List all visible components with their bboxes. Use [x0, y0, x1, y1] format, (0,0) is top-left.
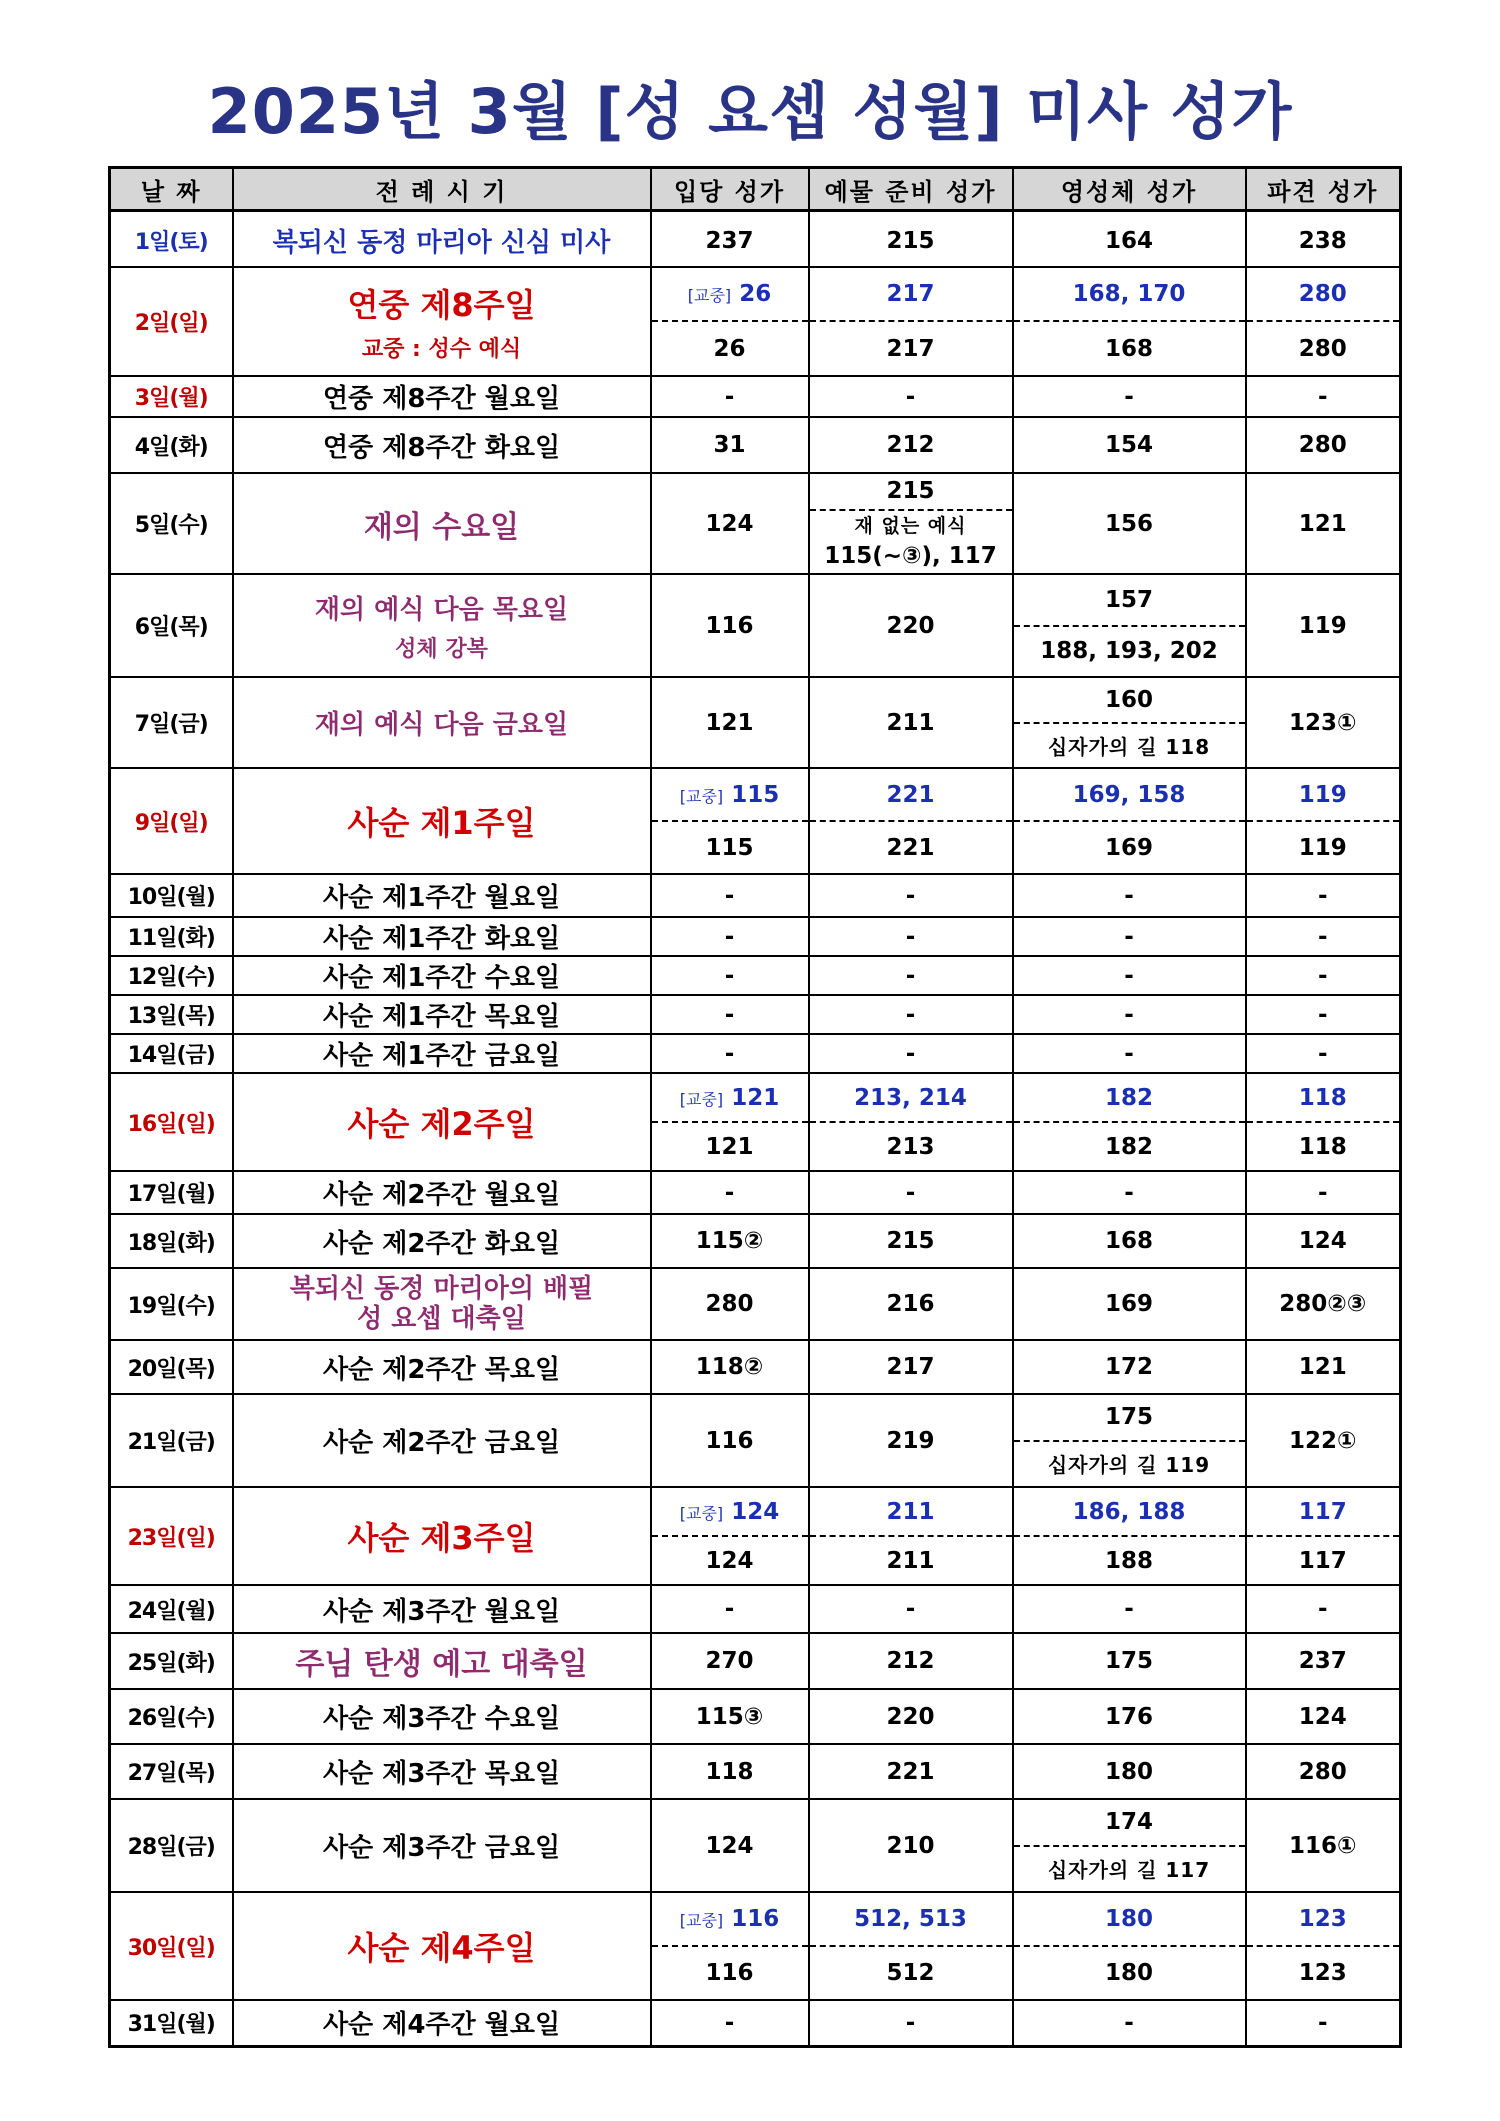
entrance-cell: 118② — [651, 1340, 809, 1394]
table-row — [110, 417, 1401, 473]
liturgy-cell: 사순 제4주간 월요일 — [233, 2000, 651, 2046]
offertory-cell: 211 — [809, 1536, 1013, 1585]
sending-cell: 117 — [1246, 1536, 1401, 1585]
communion-cell: - — [1013, 2000, 1246, 2046]
entrance-cell: 118 — [651, 1744, 809, 1799]
date-cell: 23일(일) — [110, 1487, 233, 1585]
table-row — [110, 1073, 1401, 1122]
sending-cell: 124 — [1246, 1214, 1401, 1268]
table-row — [110, 1268, 1401, 1340]
offertory-cell-parish: 221 — [809, 768, 1013, 821]
table-row — [110, 267, 1401, 321]
sending-cell: - — [1246, 2000, 1401, 2046]
offertory-cell: 213 — [809, 1122, 1013, 1171]
communion-cell — [1013, 677, 1246, 768]
table-row — [110, 376, 1401, 417]
hymn-schedule-table — [108, 166, 1402, 2048]
header-date: 날 짜 — [110, 168, 233, 211]
offertory-cell-parish: 217 — [809, 267, 1013, 321]
communion-cell: 168 — [1013, 1214, 1246, 1268]
entrance-cell: 31 — [651, 417, 809, 473]
offertory-note: 재 없는 예식 — [854, 515, 967, 537]
offertory-cell: 220 — [809, 1689, 1013, 1744]
sending-cell: - — [1246, 956, 1401, 995]
communion-cell — [1013, 1394, 1246, 1487]
communion-way-of-cross: 십자가의 길 118 — [1047, 734, 1211, 759]
entrance-cell: 116 — [651, 1394, 809, 1487]
table-row — [110, 1340, 1401, 1394]
offertory-main: 215 — [810, 474, 1012, 511]
header-row — [110, 168, 1401, 211]
date-cell: 21일(금) — [110, 1394, 233, 1487]
communion-cell: 176 — [1013, 1689, 1246, 1744]
offertory-alt: 115(~③), 117 — [824, 542, 997, 569]
communion-cell — [1013, 574, 1246, 677]
entrance-cell: 270 — [651, 1633, 809, 1689]
date-cell: 30일(일) — [110, 1892, 233, 2000]
liturgy-cell — [233, 1268, 651, 1340]
liturgy-cell: 연중 제8주간 화요일 — [233, 417, 651, 473]
date-cell: 9일(일) — [110, 768, 233, 874]
liturgy-cell: 재의 수요일 — [233, 473, 651, 574]
offertory-cell-parish: 213, 214 — [809, 1073, 1013, 1122]
liturgy-cell: 사순 제1주간 금요일 — [233, 1034, 651, 1073]
entrance-cell: - — [651, 995, 809, 1034]
date-cell: 10일(월) — [110, 874, 233, 917]
communion-cell-parish: 186, 188 — [1013, 1487, 1246, 1536]
offertory-cell: 220 — [809, 574, 1013, 677]
offertory-cell: 211 — [809, 677, 1013, 768]
table-row — [110, 768, 1401, 821]
sending-cell: 280 — [1246, 1744, 1401, 1799]
communion-cell: 164 — [1013, 215, 1246, 267]
sending-cell: 118 — [1246, 1122, 1401, 1171]
date-cell: 6일(목) — [110, 574, 233, 677]
entrance-cell-parish: [교중] 26 — [651, 267, 809, 321]
date-cell: 18일(화) — [110, 1214, 233, 1268]
entrance-cell: 26 — [651, 321, 809, 376]
header-liturgy: 전 례 시 기 — [233, 168, 651, 211]
communion-cell: 175 — [1013, 1633, 1246, 1689]
sending-cell-parish: 119 — [1246, 768, 1401, 821]
table-row — [110, 677, 1401, 768]
entrance-cell: 115③ — [651, 1689, 809, 1744]
liturgy-cell: 사순 제1주일 — [233, 768, 651, 874]
offertory-cell: - — [809, 956, 1013, 995]
table-row — [110, 1214, 1401, 1268]
entrance-cell: 237 — [651, 215, 809, 267]
date-cell: 28일(금) — [110, 1799, 233, 1892]
entrance-cell: 115② — [651, 1214, 809, 1268]
entrance-cell: - — [651, 956, 809, 995]
date-cell: 2일(일) — [110, 267, 233, 376]
liturgy-cell: 사순 제1주간 월요일 — [233, 874, 651, 917]
table-row — [110, 215, 1401, 267]
date-cell: 1일(토) — [110, 215, 233, 267]
table-row — [110, 1689, 1401, 1744]
communion-way-of-cross: 십자가의 길 117 — [1047, 1858, 1211, 1883]
liturgy-cell: 사순 제3주간 금요일 — [233, 1799, 651, 1892]
sending-cell: 119 — [1246, 574, 1401, 677]
communion-cell: - — [1013, 995, 1246, 1034]
sending-cell: 280 — [1246, 321, 1401, 376]
communion-cell: - — [1013, 1171, 1246, 1214]
communion-cell-parish: 182 — [1013, 1073, 1246, 1122]
header-entrance: 입당 성가 — [651, 168, 809, 211]
liturgy-cell: 사순 제1주간 화요일 — [233, 917, 651, 956]
communion-cell: - — [1013, 874, 1246, 917]
offertory-cell: 215 — [809, 1214, 1013, 1268]
communion-cell: 180 — [1013, 1946, 1246, 2000]
offertory-cell: - — [809, 995, 1013, 1034]
date-cell: 11일(화) — [110, 917, 233, 956]
communion-cell: 180 — [1013, 1744, 1246, 1799]
sending-cell-parish: 123 — [1246, 1892, 1401, 1946]
table-row — [110, 1585, 1401, 1633]
liturgy-cell: 사순 제4주일 — [233, 1892, 651, 2000]
offertory-cell: 221 — [809, 1744, 1013, 1799]
date-cell: 24일(월) — [110, 1585, 233, 1633]
sending-cell: - — [1246, 995, 1401, 1034]
sending-cell-parish: 117 — [1246, 1487, 1401, 1536]
liturgy-cell — [233, 574, 651, 677]
header-offertory: 예물 준비 성가 — [809, 168, 1013, 211]
offertory-cell-parish: 211 — [809, 1487, 1013, 1536]
communion-cell: 172 — [1013, 1340, 1246, 1394]
offertory-cell: 212 — [809, 417, 1013, 473]
communion-way-of-cross: 십자가의 길 119 — [1047, 1453, 1211, 1478]
sending-cell: - — [1246, 1585, 1401, 1633]
liturgy-cell: 사순 제2주간 목요일 — [233, 1340, 651, 1394]
sending-cell: 280 — [1246, 417, 1401, 473]
sending-cell-parish: 280 — [1246, 267, 1401, 321]
communion-cell: 154 — [1013, 417, 1246, 473]
entrance-cell-parish: [교중] 121 — [651, 1073, 809, 1122]
sending-cell: - — [1246, 874, 1401, 917]
communion-cell-parish: 169, 158 — [1013, 768, 1246, 821]
entrance-cell-parish: [교중] 124 — [651, 1487, 809, 1536]
offertory-cell: 217 — [809, 321, 1013, 376]
entrance-cell: - — [651, 1171, 809, 1214]
liturgy-cell: 사순 제2주간 월요일 — [233, 1171, 651, 1214]
date-cell: 17일(월) — [110, 1171, 233, 1214]
offertory-cell: 215 — [809, 215, 1013, 267]
entrance-cell-parish: [교중] 115 — [651, 768, 809, 821]
sending-cell: 122① — [1246, 1394, 1401, 1487]
entrance-cell: 124 — [651, 1536, 809, 1585]
communion-adoration: 188, 193, 202 — [1040, 638, 1218, 665]
date-cell: 25일(화) — [110, 1633, 233, 1689]
table-row — [110, 2000, 1401, 2046]
entrance-cell: 121 — [651, 677, 809, 768]
liturgy-cell — [233, 267, 651, 376]
communion-cell: 168 — [1013, 321, 1246, 376]
communion-cell: 169 — [1013, 1268, 1246, 1340]
header-communion: 영성체 성가 — [1013, 168, 1246, 211]
entrance-cell: 115 — [651, 821, 809, 874]
communion-cell: - — [1013, 1034, 1246, 1073]
liturgy-title: 재의 예식 다음 목요일 — [314, 594, 569, 625]
communion-main: 175 — [1014, 1395, 1245, 1442]
date-cell: 13일(목) — [110, 995, 233, 1034]
table-row — [110, 1171, 1401, 1214]
entrance-cell: - — [651, 1034, 809, 1073]
sending-cell: 116① — [1246, 1799, 1401, 1892]
parish-tag: [교중] — [687, 286, 732, 305]
table-row — [110, 1633, 1401, 1689]
table-row — [110, 1487, 1401, 1536]
sending-cell: 280②③ — [1246, 1268, 1401, 1340]
entrance-cell: 124 — [651, 1799, 809, 1892]
table-row — [110, 473, 1401, 574]
offertory-cell: 512 — [809, 1946, 1013, 2000]
date-cell: 20일(목) — [110, 1340, 233, 1394]
liturgy-cell: 사순 제2주일 — [233, 1073, 651, 1171]
date-cell: 3일(월) — [110, 376, 233, 417]
date-cell: 4일(화) — [110, 417, 233, 473]
table-row — [110, 995, 1401, 1034]
header-sending: 파견 성가 — [1246, 168, 1401, 211]
sending-cell: - — [1246, 917, 1401, 956]
entrance-cell: - — [651, 1585, 809, 1633]
sending-cell: 238 — [1246, 215, 1401, 267]
communion-cell-parish: 168, 170 — [1013, 267, 1246, 321]
liturgy-cell: 복되신 동정 마리아 신심 미사 — [233, 215, 651, 267]
date-cell: 5일(수) — [110, 473, 233, 574]
sending-cell: 124 — [1246, 1689, 1401, 1744]
communion-cell-parish: 180 — [1013, 1892, 1246, 1946]
offertory-cell — [809, 473, 1013, 574]
offertory-cell: 216 — [809, 1268, 1013, 1340]
entrance-cell-parish: [교중] 116 — [651, 1892, 809, 1946]
date-cell: 16일(일) — [110, 1073, 233, 1171]
offertory-cell: - — [809, 2000, 1013, 2046]
liturgy-cell: 사순 제3주간 월요일 — [233, 1585, 651, 1633]
communion-main: 157 — [1014, 575, 1245, 627]
sending-cell: 123 — [1246, 1946, 1401, 2000]
entrance-cell: 116 — [651, 574, 809, 677]
offertory-cell-parish: 512, 513 — [809, 1892, 1013, 1946]
liturgy-cell: 사순 제3주간 수요일 — [233, 1689, 651, 1744]
liturgy-cell: 연중 제8주간 월요일 — [233, 376, 651, 417]
liturgy-subtitle: 성체 강복 — [395, 636, 488, 662]
date-cell: 19일(수) — [110, 1268, 233, 1340]
offertory-cell: - — [809, 1171, 1013, 1214]
table-row — [110, 574, 1401, 677]
date-cell: 12일(수) — [110, 956, 233, 995]
communion-cell: 182 — [1013, 1122, 1246, 1171]
sending-cell: 121 — [1246, 1340, 1401, 1394]
table-row — [110, 1394, 1401, 1487]
communion-cell: - — [1013, 917, 1246, 956]
entrance-cell: 280 — [651, 1268, 809, 1340]
communion-cell: 188 — [1013, 1536, 1246, 1585]
entrance-cell: 124 — [651, 473, 809, 574]
liturgy-cell: 사순 제1주간 목요일 — [233, 995, 651, 1034]
communion-main: 174 — [1014, 1800, 1245, 1847]
sending-cell: 123① — [1246, 677, 1401, 768]
date-cell: 7일(금) — [110, 677, 233, 768]
liturgy-cell: 주님 탄생 예고 대축일 — [233, 1633, 651, 1689]
table-row — [110, 1034, 1401, 1073]
offertory-cell: - — [809, 1034, 1013, 1073]
page-title: 2025년 3월 [성 요셉 성월] 미사 성가 — [207, 75, 1293, 148]
table-row — [110, 1892, 1401, 1946]
communion-cell: - — [1013, 376, 1246, 417]
table-row — [110, 1799, 1401, 1892]
liturgy-cell: 사순 제2주간 금요일 — [233, 1394, 651, 1487]
communion-cell: 169 — [1013, 821, 1246, 874]
sending-cell: 119 — [1246, 821, 1401, 874]
liturgy-title: 연중 제8주일 — [347, 286, 536, 324]
table-row — [110, 1744, 1401, 1799]
liturgy-cell: 사순 제1주간 수요일 — [233, 956, 651, 995]
liturgy-subtitle: 교중 : 성수 예식 — [361, 337, 522, 362]
date-cell: 14일(금) — [110, 1034, 233, 1073]
entrance-cell: - — [651, 874, 809, 917]
offertory-cell: - — [809, 1585, 1013, 1633]
liturgy-cell: 재의 예식 다음 금요일 — [233, 677, 651, 768]
offertory-cell: 212 — [809, 1633, 1013, 1689]
communion-cell: 156 — [1013, 473, 1246, 574]
sending-cell: - — [1246, 376, 1401, 417]
entrance-cell: 121 — [651, 1122, 809, 1171]
liturgy-cell: 사순 제3주간 목요일 — [233, 1744, 651, 1799]
sending-cell: 237 — [1246, 1633, 1401, 1689]
entrance-cell: - — [651, 2000, 809, 2046]
communion-cell — [1013, 1799, 1246, 1892]
table-row — [110, 874, 1401, 917]
offertory-cell: - — [809, 874, 1013, 917]
offertory-cell: 219 — [809, 1394, 1013, 1487]
offertory-cell: 217 — [809, 1340, 1013, 1394]
liturgy-cell: 사순 제2주간 화요일 — [233, 1214, 651, 1268]
sending-cell-parish: 118 — [1246, 1073, 1401, 1122]
offertory-cell: 210 — [809, 1799, 1013, 1892]
liturgy-cell: 사순 제3주일 — [233, 1487, 651, 1585]
liturgy-subtitle: 성 요셉 대축일 — [357, 1304, 526, 1334]
communion-cell: - — [1013, 956, 1246, 995]
entrance-cell: - — [651, 376, 809, 417]
date-cell: 27일(목) — [110, 1744, 233, 1799]
table-row — [110, 956, 1401, 995]
offertory-cell: - — [809, 917, 1013, 956]
communion-main: 160 — [1014, 678, 1245, 724]
entrance-cell: 116 — [651, 1946, 809, 2000]
sending-cell: - — [1246, 1171, 1401, 1214]
date-cell: 31일(월) — [110, 2000, 233, 2046]
offertory-cell: 221 — [809, 821, 1013, 874]
table-row — [110, 917, 1401, 956]
communion-cell: - — [1013, 1585, 1246, 1633]
entrance-cell: - — [651, 917, 809, 956]
offertory-cell: - — [809, 376, 1013, 417]
liturgy-title: 복되신 동정 마리아의 배필 — [289, 1274, 594, 1304]
sending-cell: 121 — [1246, 473, 1401, 574]
date-cell: 26일(수) — [110, 1689, 233, 1744]
sending-cell: - — [1246, 1034, 1401, 1073]
